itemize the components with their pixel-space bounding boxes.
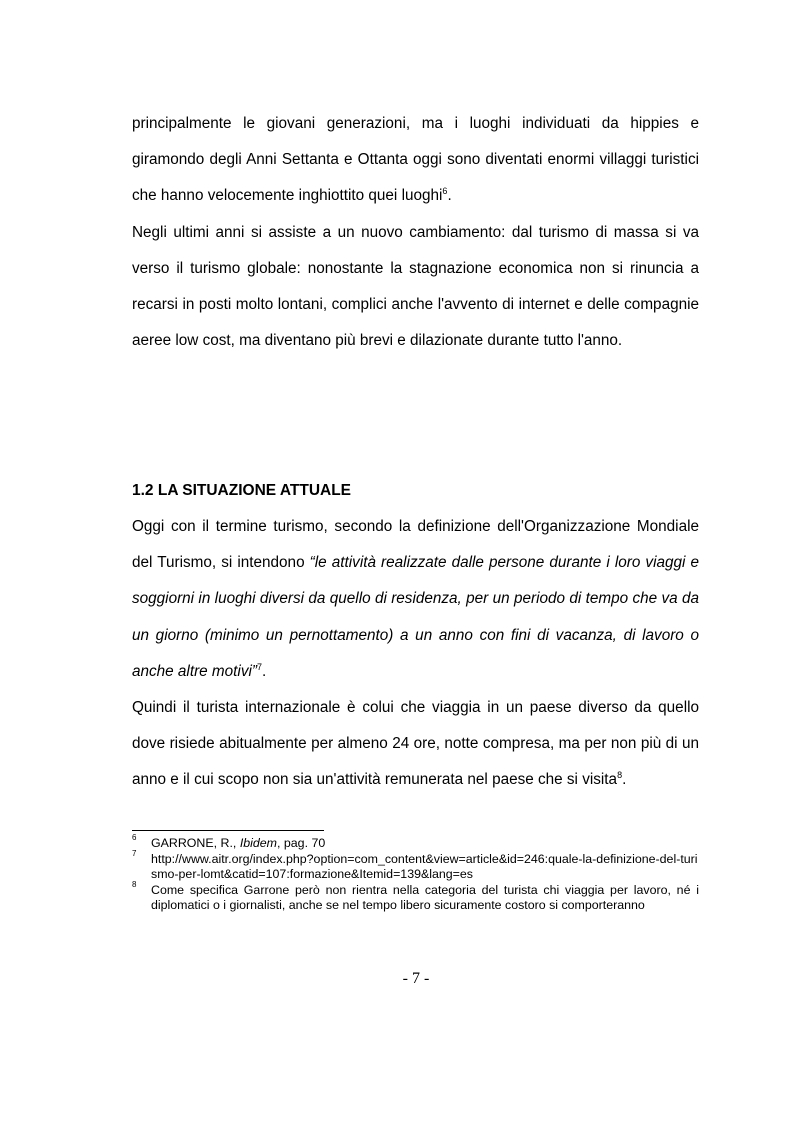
- definition-quote: “le attività realizzate dalle persone durante i loro viaggi e soggiorni in luoghi diversi da quello di residenza, per un periodo di tempo che va da un giorno (minimo un pernottamento) a un anno con fini di vacanza, di lavoro o anche altre motivi”: [132, 554, 699, 680]
- footnote-page: , pag. 70: [277, 836, 326, 850]
- footnote-ref-8[interactable]: 8: [617, 770, 623, 781]
- footnote-author: GARRONE, R.,: [151, 836, 240, 850]
- definition-lead: Oggi con il termine turismo, secondo la definizione dell'Organizzazione Mondiale del Turismo, si intendono: [132, 518, 699, 572]
- footnote-number: 7: [132, 848, 137, 858]
- paragraph-international-tourist: [132, 690, 699, 799]
- definition-end: .: [262, 662, 267, 680]
- footnote-ref-6[interactable]: 6: [442, 186, 448, 197]
- footnote-number: 8: [132, 879, 137, 889]
- footnotes: [132, 833, 699, 914]
- footnote-url-link[interactable]: http://www.aitr.org/index.php?option=com_content&view=article&id=246:quale-la-definizione-del-turismo-per-lomt&catid=107:formazione&Itemid=139&lang=es: [151, 851, 698, 882]
- footnote-text: Come specifica Garrone però non rientra nella categoria del turista chi viaggia per lavoro, né i diplomatici o i giornalisti, anche se nel tempo libero sicuramente costoro si comporteranno: [151, 882, 699, 913]
- body-text-top: [132, 106, 699, 359]
- international-tourist-end: .: [622, 771, 627, 789]
- footnote-number: 6: [132, 833, 137, 842]
- paragraph-hippies-text: principalmente le giovani generazioni, ma i luoghi individuati da hippies e giramondo degli Anni Settanta e Ottanta oggi sono diventati enormi villaggi turistici che hanno velocemente inghiottito quei luoghi: [132, 115, 699, 205]
- body-text-section: [132, 509, 699, 799]
- footnote-6: [132, 833, 699, 852]
- footnote-separator: [132, 830, 324, 831]
- footnote-text: [151, 836, 325, 850]
- section-heading: 1.2 LA SITUAZIONE ATTUALE: [132, 482, 352, 499]
- paragraph-hippies-end: .: [447, 187, 452, 205]
- international-tourist-text: Quindi il turista internazionale è colui che viaggia in un paese diverso da quello dove risiede abitualmente per almeno 24 ore, notte compresa, ma per non più di un anno e il cui scopo non sia un'attività remunerata nel paese che si visita: [132, 699, 699, 789]
- page-number: - 7 -: [402, 970, 430, 987]
- footnote-ref-7[interactable]: 7: [256, 661, 262, 672]
- footnote-7: [132, 848, 699, 883]
- paragraph-hippies: [132, 106, 699, 215]
- footnote-8: [132, 879, 699, 914]
- footnote-ibidem: Ibidem: [239, 836, 278, 850]
- paragraph-definition: [132, 509, 699, 690]
- paragraph-global-tourism: Negli ultimi anni si assiste a un nuovo cambiamento: dal turismo di massa si va verso il turismo globale: nonostante la stagnazione economica non si rinuncia a recarsi in posti molto lontani, complici anche l'avvento di internet e delle compagnie aeree low cost, ma diventano più brevi e dilazionate durante tutto l'anno.: [132, 223, 699, 350]
